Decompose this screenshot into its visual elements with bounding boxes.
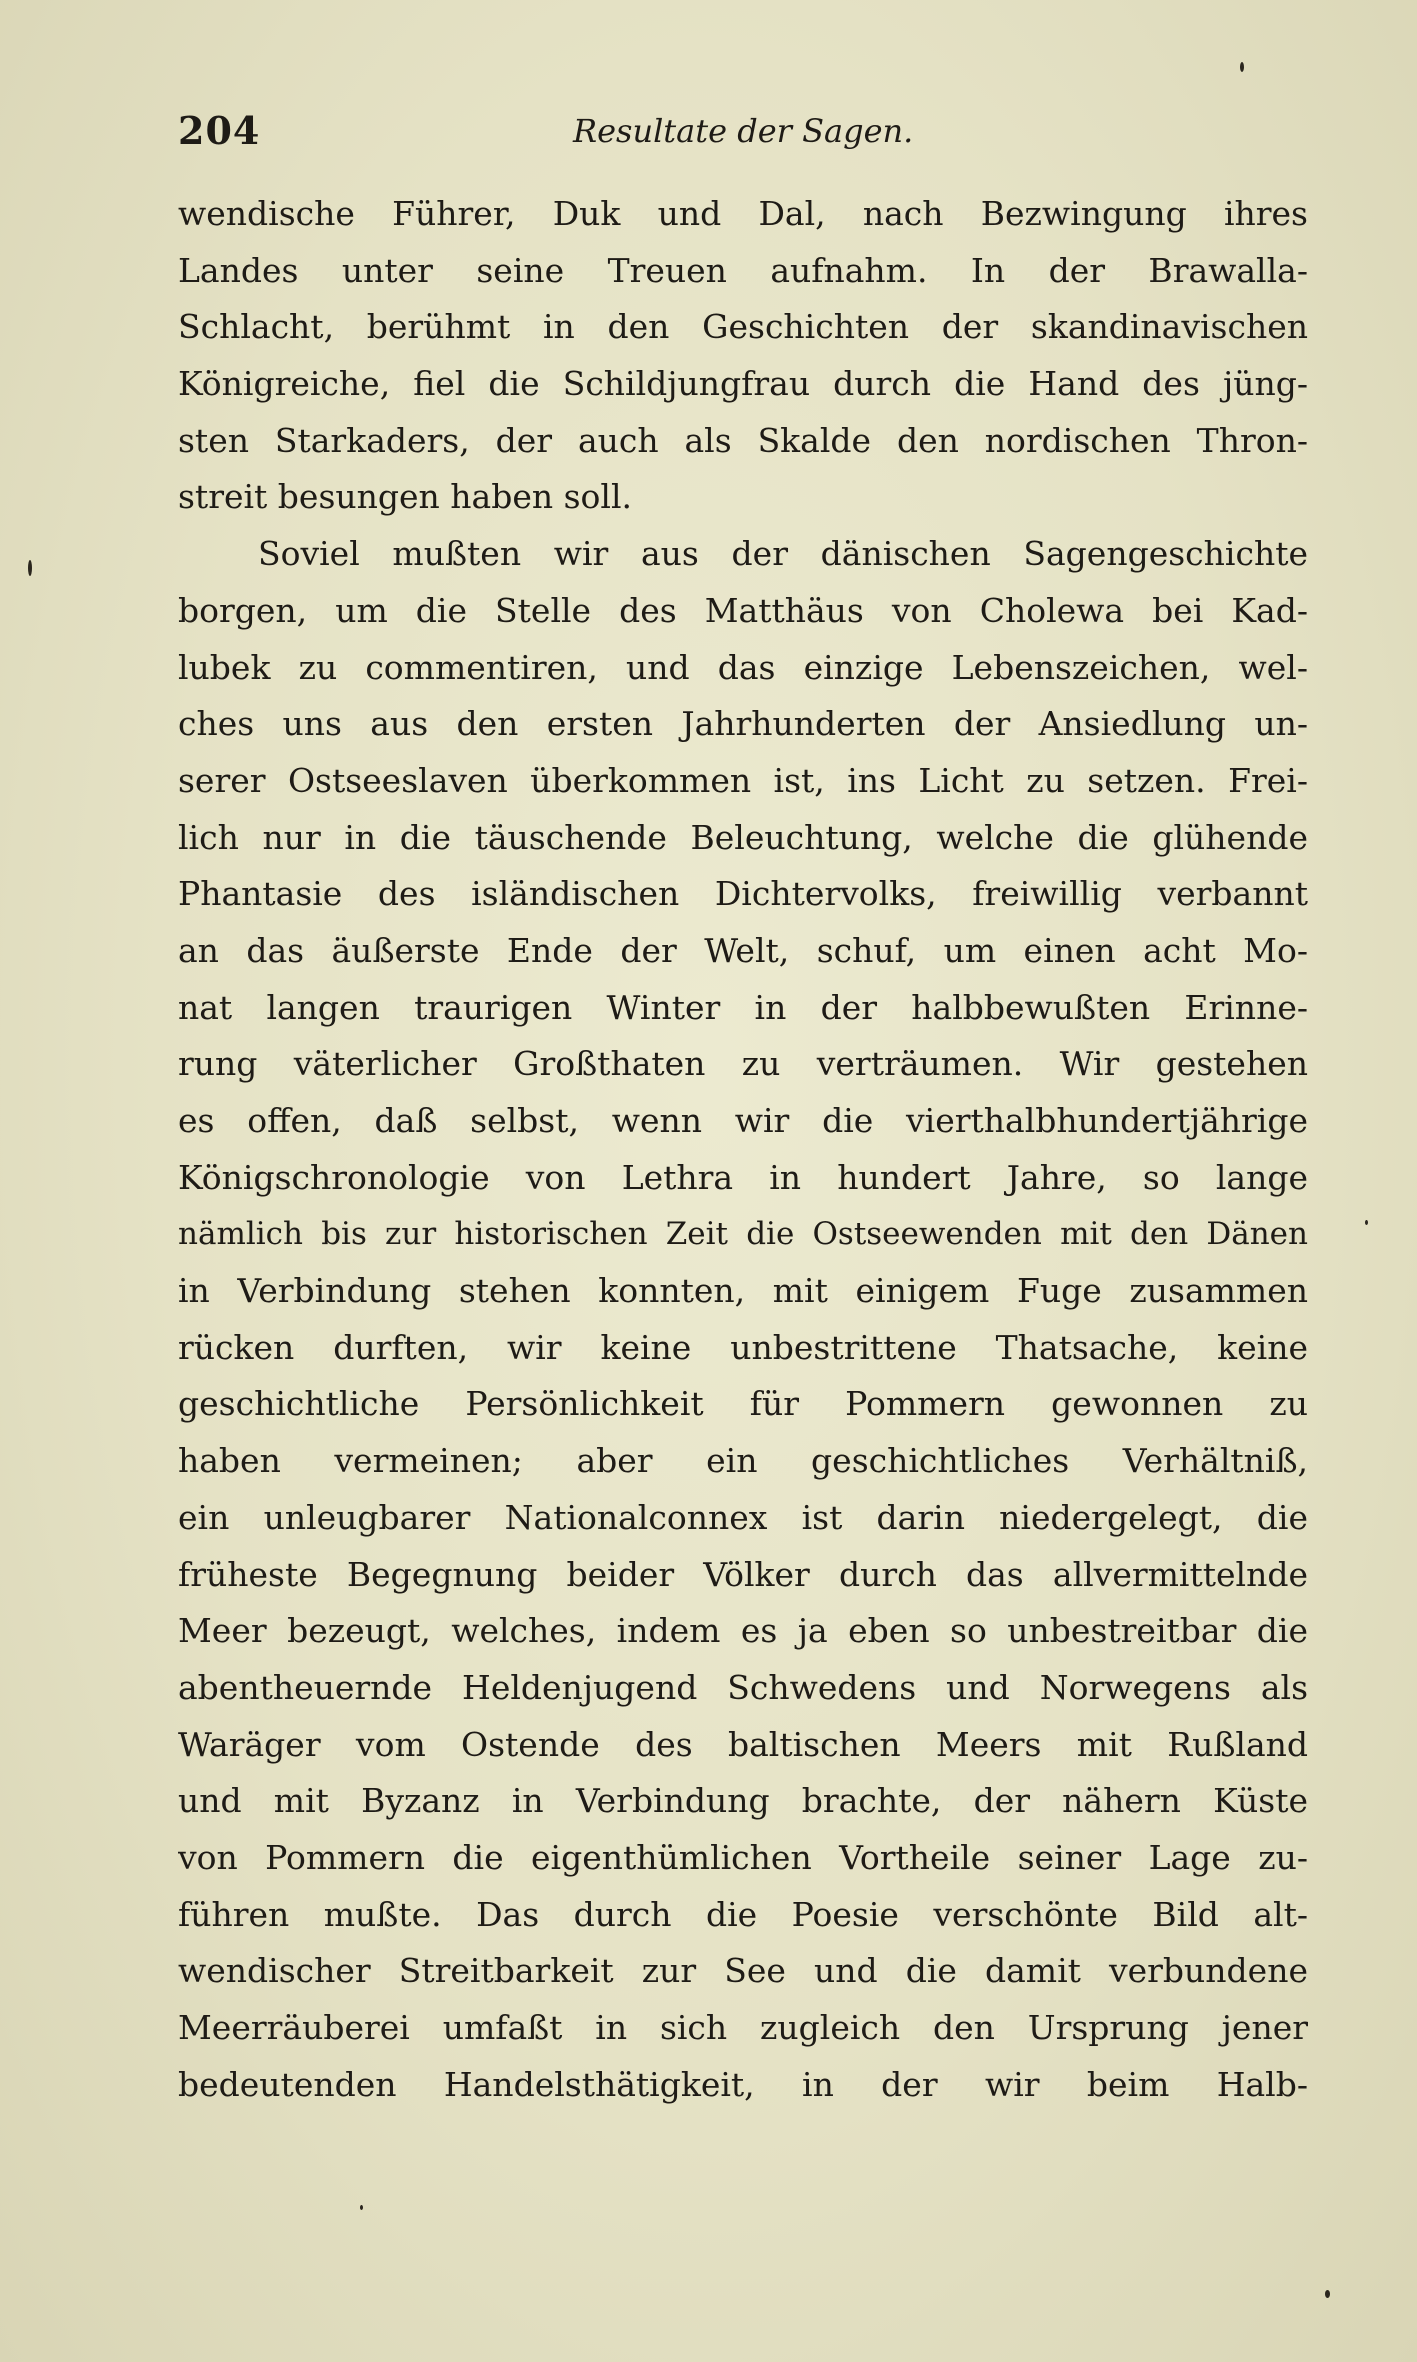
paper-speck	[360, 2205, 363, 2210]
text-line: Meerräuberei umfaßt in sich zugleich den Ursprung jener	[178, 2008, 1308, 2047]
text-line: und mit Byzanz in Verbindung brachte, der nähern Küste	[178, 1781, 1308, 1821]
text-line: nat langen traurigen Winter in der halbbewußten Erinne-	[178, 987, 1308, 1027]
text-line: streit besungen haben soll.	[178, 477, 633, 517]
text-line: haben vermeinen; aber ein geschichtliches Verhältniß,	[178, 1441, 1308, 1481]
page-number: 204	[178, 108, 261, 153]
text-line: ches uns aus den ersten Jahrhunderten der Ansiedlung un-	[178, 704, 1308, 744]
text-line: rung väterlicher Großthaten zu verträumen. Wir gestehen	[178, 1044, 1308, 1084]
text-line: Königreiche, fiel die Schildjungfrau durch die Hand des jüng-	[178, 364, 1308, 404]
body-text	[178, 186, 1308, 2113]
text-line: es offen, daß selbst, wenn wir die vierthalbhundertjährige	[178, 1101, 1308, 1140]
text-line: wendische Führer, Duk und Dal, nach Bezwingung ihres	[178, 194, 1308, 233]
text-line: Schlacht, berühmt in den Geschichten der skandinavischen	[178, 307, 1308, 347]
text-line: rücken durften, wir keine unbestrittene Thatsache, keine	[178, 1327, 1308, 1367]
text-line: Königschronologie von Lethra in hundert Jahre, so lange	[178, 1157, 1308, 1197]
text-line: borgen, um die Stelle des Matthäus von Cholewa bei Kad-	[178, 590, 1308, 630]
paper-speck	[1365, 1220, 1368, 1225]
text-line: Phantasie des isländischen Dichtervolks, freiwillig verbannt	[178, 874, 1308, 914]
paper-speck	[1325, 2290, 1330, 2298]
text-line: Waräger vom Ostende des baltischen Meers mit Rußland	[178, 1724, 1308, 1764]
text-line: ein unleugbarer Nationalconnex ist darin niedergelegt, die	[178, 1497, 1308, 1537]
text-line: Meer bezeugt, welches, indem es ja eben so unbestreitbar die	[178, 1611, 1308, 1651]
paper-speck	[1240, 62, 1244, 72]
page-header	[178, 108, 1308, 154]
text-line: geschichtliche Persönlichkeit für Pommern gewonnen zu	[178, 1384, 1308, 1424]
text-line: lubek zu commentiren, und das einzige Lebenszeichen, wel-	[178, 647, 1308, 687]
text-line: früheste Begegnung beider Völker durch das allvermittelnde	[178, 1554, 1308, 1594]
text-line: serer Ostseeslaven überkommen ist, ins Licht zu setzen. Frei-	[178, 760, 1308, 800]
text-line: an das äußerste Ende der Welt, schuf, um einen acht Mo-	[178, 930, 1308, 970]
text-line: führen mußte. Das durch die Poesie verschönte Bild alt-	[178, 1894, 1308, 1934]
text-line: lich nur in die täuschende Beleuchtung, welche die glühende	[178, 817, 1308, 857]
paper-speck	[28, 560, 32, 576]
running-head: Resultate der Sagen.	[573, 112, 914, 150]
paragraph-start-line: Soviel mußten wir aus der dänischen Sagengeschichte	[258, 534, 1308, 574]
text-line: nämlich bis zur historischen Zeit die Ostseewenden mit den Dänen	[178, 1216, 1308, 1253]
text-line: abentheuernde Heldenjugend Schwedens und Norwegens als	[178, 1667, 1308, 1707]
text-line: von Pommern die eigenthümlichen Vortheile seiner Lage zu-	[178, 1837, 1308, 1877]
text-line: in Verbindung stehen konnten, mit einigem Fuge zusammen	[178, 1271, 1308, 1311]
text-line: wendischer Streitbarkeit zur See und die damit verbundene	[178, 1951, 1308, 1991]
text-line: Landes unter seine Treuen aufnahm. In der Brawalla-	[178, 250, 1308, 290]
text-line: bedeutenden Handelsthätigkeit, in der wir beim Halb-	[178, 2064, 1308, 2104]
text-line: sten Starkaders, der auch als Skalde den nordischen Thron-	[178, 420, 1308, 460]
